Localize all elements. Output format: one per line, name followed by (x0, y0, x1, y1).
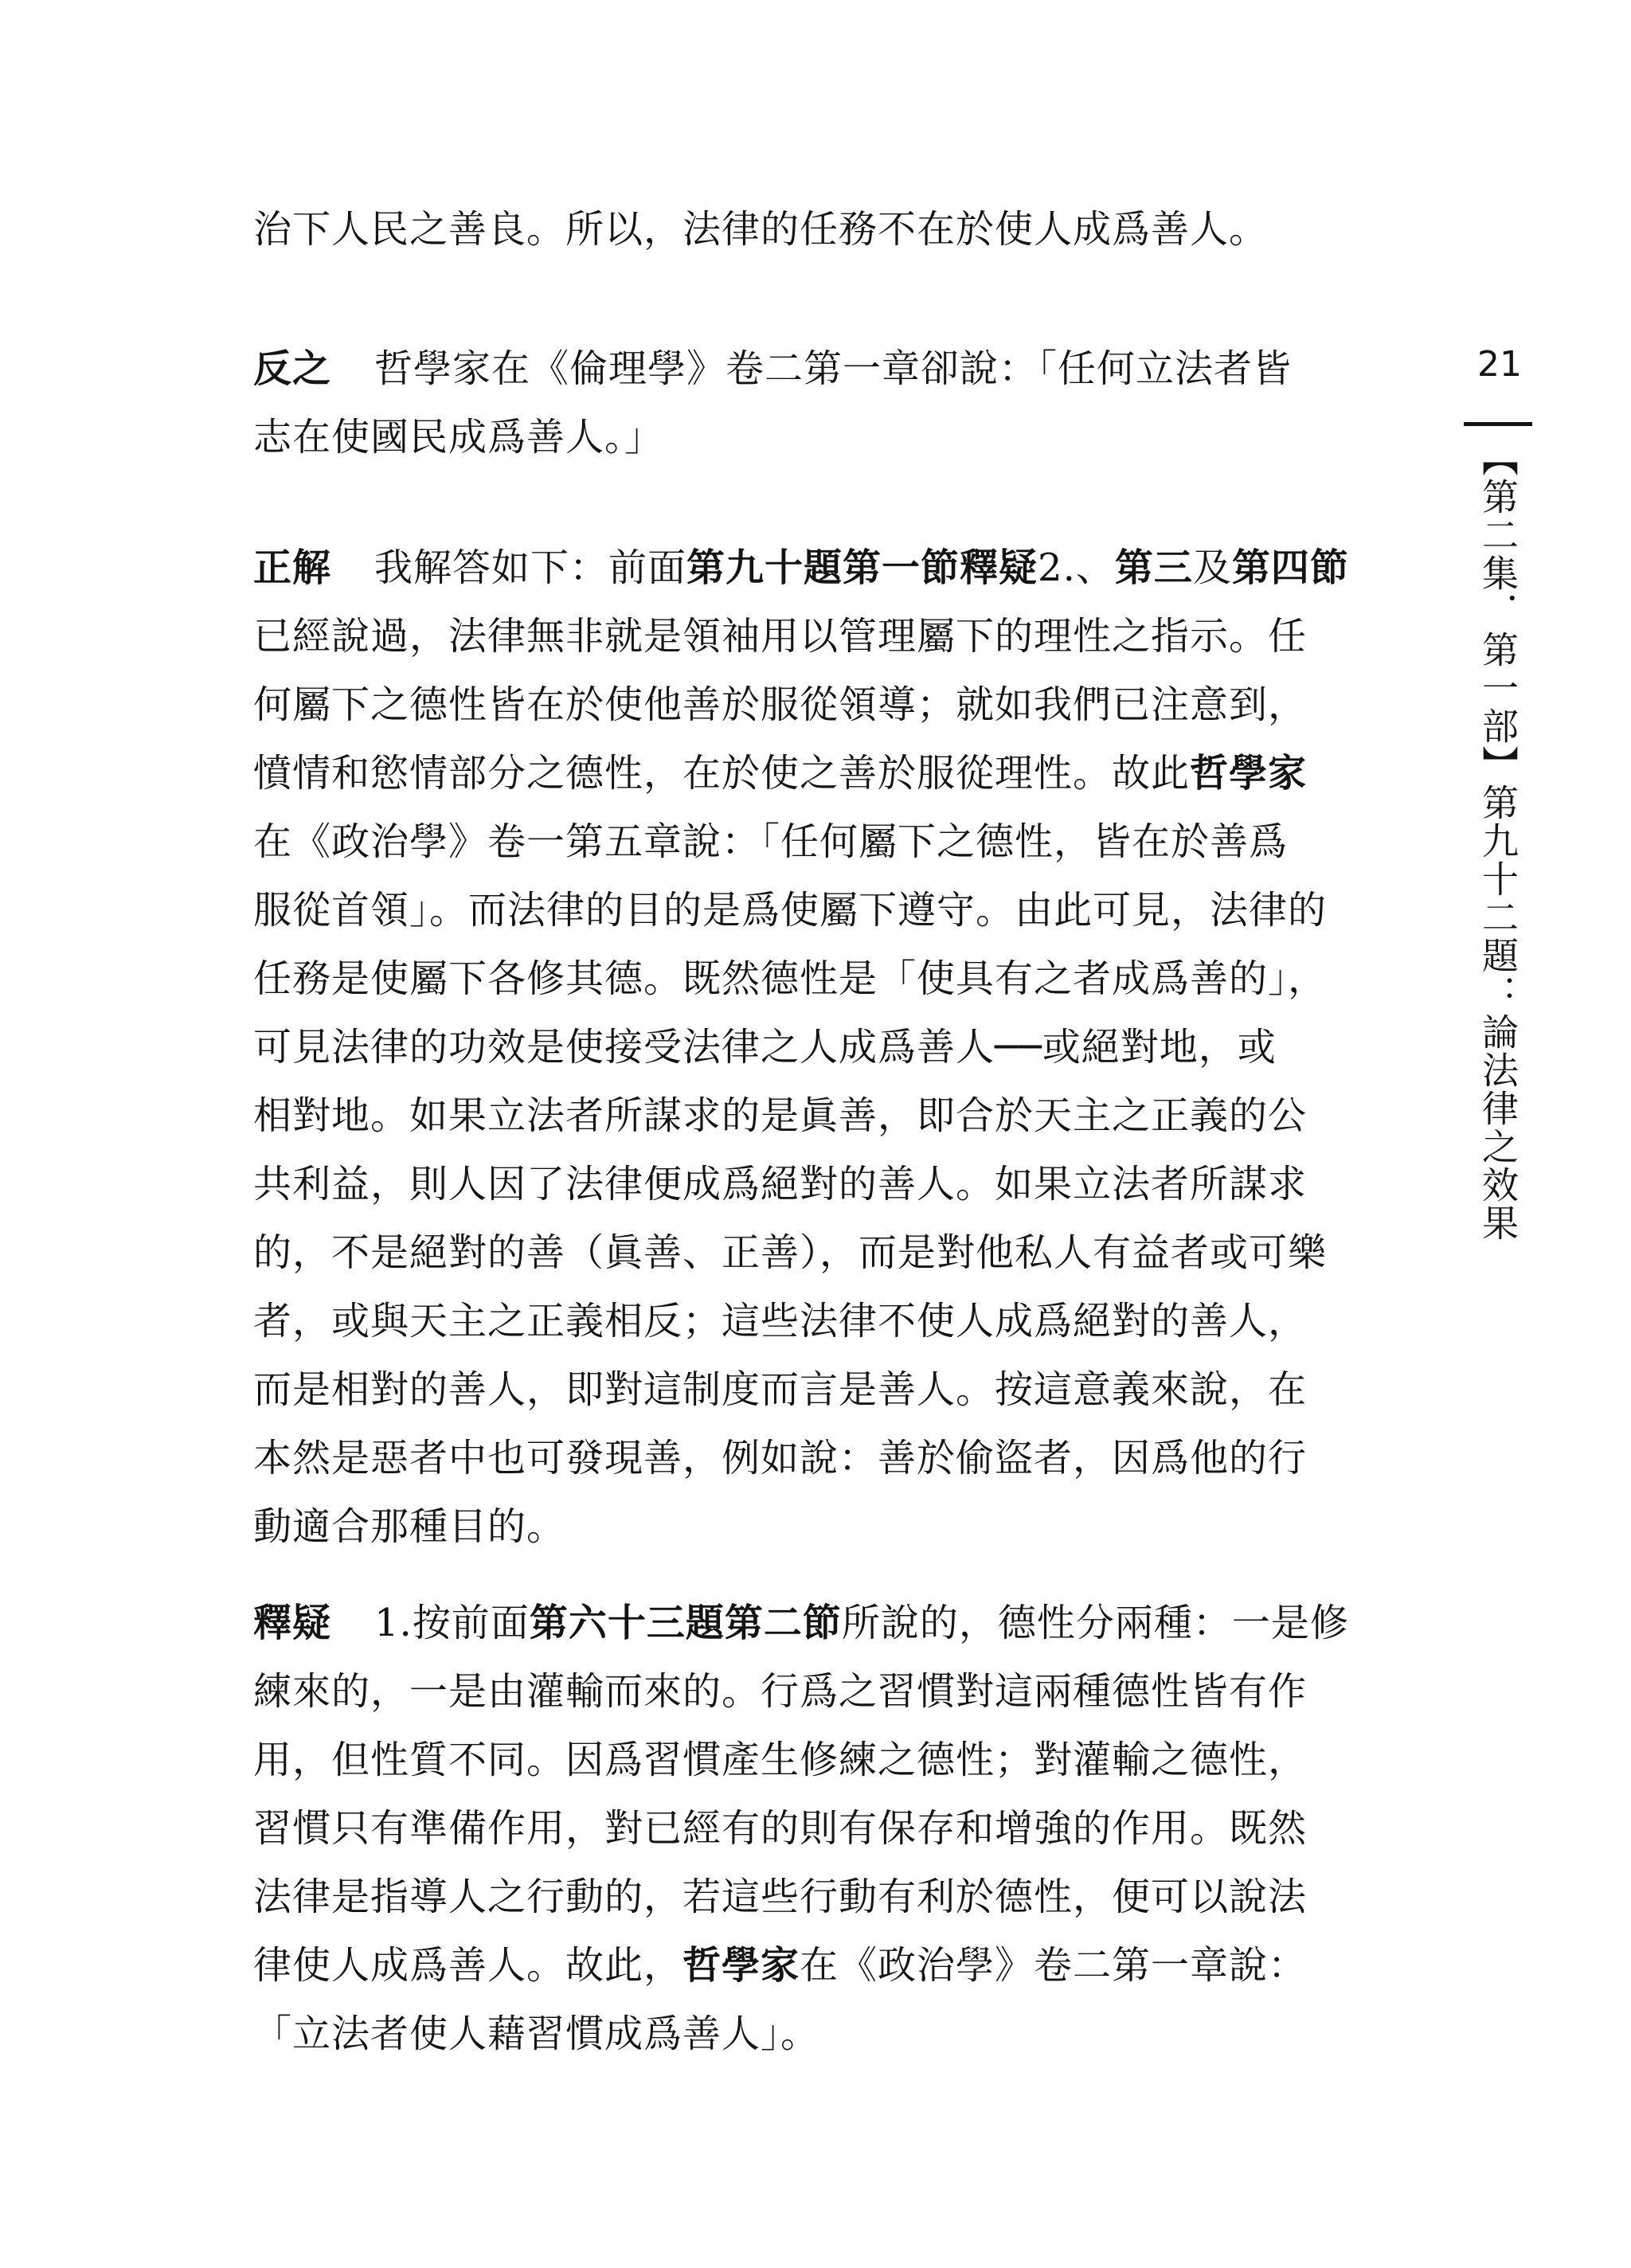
text-line (253, 671, 1410, 739)
text-run: 所說的，德性分兩種：一是修 (841, 1601, 1349, 1645)
text-run: 在《政治學》卷二第一章說： (800, 1943, 1308, 1988)
text-run: 練來的，一是由灌輸而來的。行爲之習慣對這兩種德性皆有作 (253, 1669, 1308, 1714)
header-rule (1464, 422, 1532, 426)
text-run: 在《政治學》卷一第五章說：「任何屬下之德性，皆在於善爲 (253, 819, 1289, 864)
text-run: 1.按前面 (374, 1601, 530, 1645)
bold-reference: 第六十三題第二節 (529, 1601, 842, 1645)
text-line (253, 2000, 1410, 2068)
text-run: 動適合那種目的。 (253, 1504, 566, 1549)
text-run: 服從首領」。而法律的目的是爲使屬下遵守。由此可見，法律的 (253, 888, 1328, 933)
text-line (253, 1013, 1410, 1081)
text-run: 共利益，則人因了法律便成爲絕對的善人。如果立法者所謀求 (253, 1162, 1308, 1206)
running-header: 【第二集．第一部】第九十二題：論法律之效果 (1477, 440, 1520, 1242)
text-line (253, 1492, 1410, 1561)
bold-reference: 第四節 (1231, 545, 1349, 590)
text-run: 已經說過，法律無非就是領袖用以管理屬下的理性之指示。任 (253, 614, 1308, 659)
text-line (253, 1589, 1410, 1657)
text-run: 憤情和慾情部分之德性，在於使之善於服從理性。故此 (253, 751, 1191, 796)
text-run: 可見法律的功效是使接受法律之人成爲善人──或絕對地，或 (253, 1025, 1277, 1069)
text-run: 者，或與天主之正義相反；這些法律不使人成爲絕對的善人， (253, 1299, 1308, 1343)
bold-reference: 哲學家 (1190, 751, 1308, 796)
text-run: 的，不是絕對的善（眞善、正善），而是對他私人有益者或可樂 (253, 1230, 1328, 1275)
text-line (253, 1355, 1410, 1424)
text-run: 我解答如下：前面 (374, 545, 687, 590)
text-line (253, 1726, 1410, 1794)
text-line (253, 1657, 1410, 1726)
text-run: 及 (1192, 545, 1232, 590)
text-line (253, 1081, 1410, 1150)
section-label: 釋疑 (253, 1601, 332, 1645)
text-line (253, 1931, 1410, 2000)
section-label: 正解 (253, 545, 332, 590)
text-line (253, 534, 1410, 602)
text-run: 治下人民之善良。所以，法律的任務不在於使人成爲善人。 (253, 207, 1269, 252)
paragraph-answer (253, 534, 1410, 1561)
text-line (253, 602, 1410, 671)
text-run: 律使人成爲善人。故此， (253, 1943, 683, 1988)
text-line (253, 1287, 1410, 1355)
text-run: 志在使國民成爲善人。」 (253, 415, 664, 459)
section-label: 反之 (253, 346, 332, 391)
text-run: 而是相對的善人，即對這制度而言是善人。按這意義來說，在 (253, 1367, 1308, 1412)
text-run: 「立法者使人藉習慣成爲善人」。 (253, 2012, 820, 2056)
text-line (253, 876, 1410, 944)
text-run: 相對地。如果立法者所謀求的是眞善，即合於天主之正義的公 (253, 1093, 1308, 1138)
text-line (253, 334, 1410, 403)
text-line (253, 403, 1410, 471)
text-line (253, 195, 1410, 264)
text-line (253, 739, 1410, 807)
text-run: 法律是指導人之行動的，若這些行動有利於德性，便可以說法 (253, 1875, 1308, 1919)
text-run: 何屬下之德性皆在於使他善於服從領導；就如我們已注意到， (253, 682, 1308, 727)
page-number: 21 (1477, 344, 1522, 385)
text-run: 用，但性質不同。因爲習慣產生修練之德性；對灌輸之德性， (253, 1738, 1308, 1782)
paragraph-objection-contra (253, 334, 1410, 471)
text-line (253, 1863, 1410, 1931)
text-line (253, 1218, 1410, 1287)
text-line (253, 807, 1410, 876)
paragraph-reply-to-objection (253, 1589, 1410, 2068)
text-line (253, 944, 1410, 1013)
bold-reference: 第三 (1114, 545, 1193, 590)
bold-reference: 哲學家 (683, 1943, 800, 1988)
text-line (253, 1150, 1410, 1218)
paragraph-continuation (253, 195, 1410, 264)
text-run: 任務是使屬下各修其德。既然德性是「使具有之者成爲善的」， (253, 956, 1328, 1001)
text-run: 本然是惡者中也可發現善，例如說：善於偷盜者，因爲他的行 (253, 1436, 1308, 1480)
text-line (253, 1794, 1410, 1863)
text-run: 習慣只有準備作用，對已經有的則有保存和增強的作用。既然 (253, 1806, 1308, 1851)
bold-reference: 第九十題第一節釋疑 (686, 545, 1038, 590)
text-run: 哲學家在《倫理學》卷二第一章卻說：「任何立法者皆 (374, 346, 1293, 391)
text-run: 2.、 (1038, 545, 1115, 590)
text-line (253, 1424, 1410, 1492)
